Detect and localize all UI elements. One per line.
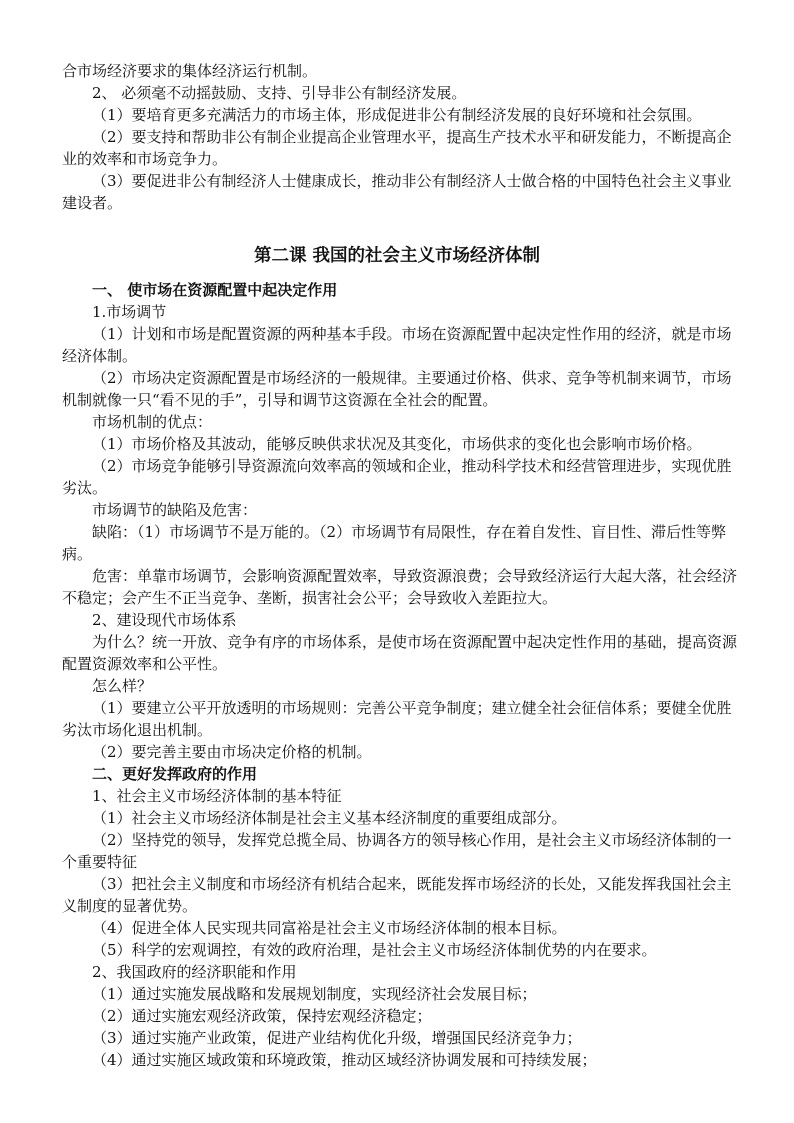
paragraph: （4）通过实施区域政策和环境政策，推动区域经济协调发展和可持续发展； [92,1051,597,1069]
paragraph: 市场机制的优点： [92,413,213,431]
paragraph: 危害：单靠市场调节，会影响资源配置效率，导致资源浪费；会导致经济运行大起大落，社会经济不稳定；会产生不正当竞争、垄断，损害社会公平；会导致收入差距拉大。 [62,567,738,607]
paragraph: （1）社会主义市场经济体制是社会主义基本经济制度的重要组成部分。 [92,809,567,827]
paragraph: （2）坚持党的领导，发挥党总揽全局、协调各方的领导核心作用，是社会主义市场经济体制的一个重要特征 [62,831,732,871]
paragraph: （2）通过实施宏观经济政策，保持宏观经济稳定； [92,1007,432,1025]
paragraph: （3）通过实施产业政策，促进产业结构优化升级，增强国民经济竞争力； [92,1029,582,1047]
subheading: 2、我国政府的经济职能和作用 [92,963,297,981]
paragraph: 为什么？统一开放、竞争有序的市场体系，是使市场在资源配置中起决定性作用的基础，提高资源配置资源效率和公平性。 [62,633,738,673]
lesson-body [62,279,742,1071]
paragraph: （1）通过实施发展战略和发展规划制度，实现经济社会发展目标； [92,985,537,1003]
paragraph: （5）科学的宏观调控，有效的政府治理，是社会主义市场经济体制优势的内在要求。 [92,941,657,959]
paragraph: （2）市场竞争能够引导资源流向效率高的领域和企业，推动科学技术和经营管理进步，实现优胜劣汰。 [62,457,732,497]
lesson-title: 第二课 我国的社会主义市场经济体制 [253,246,541,266]
subheading: 1.市场调节 [92,303,167,321]
paragraph: 缺陷：（1）市场调节不是万能的。（2）市场调节有局限性，存在着自发性、盲目性、滞后性等弊病。 [62,523,727,563]
subheading: 1、社会主义市场经济体制的基本特征 [92,787,342,805]
paragraph: 合市场经济要求的集体经济运行机制。 [62,62,318,80]
paragraph: 市场调节的缺陷及危害： [92,501,258,519]
paragraph: （4）促进全体人民实现共同富裕是社会主义市场经济体制的根本目标。 [92,919,567,937]
paragraph: （1）市场价格及其波动，能够反映供求状况及其变化，市场供求的变化也会影响市场价格。 [92,435,702,453]
continuation-section [62,60,742,214]
paragraph: （2）要支持和帮助非公有制企业提高企业管理水平，提高生产技术水平和研发能力，不断提高企业的效率和市场竞争力。 [62,128,732,168]
paragraph: （3）把社会主义制度和市场经济有机结合起来，既能发挥市场经济的长处，又能发挥我国社会主义制度的显著优势。 [62,875,732,915]
paragraph: （1）要培育更多充满活力的市场主体，形成促进非公有制经济发展的良好环境和社会氛围。 [92,106,702,124]
section-heading: 一、 使市场在资源配置中起决定作用 [92,281,338,299]
paragraph: 怎么样？ [92,677,153,695]
paragraph: （2）要完善主要由市场决定价格的机制。 [92,743,372,761]
paragraph: （1）计划和市场是配置资源的两种基本手段。市场在资源配置中起决定性作用的经济，就是市场经济体制。 [62,325,732,365]
paragraph: 2、 必须毫不动摇鼓励、支持、引导非公有制经济发展。 [92,84,467,102]
paragraph: （1）要建立公平开放透明的市场规则：完善公平竞争制度；建立健全社会征信体系；要健全优胜劣汰市场化退出机制。 [62,699,732,739]
paragraph: （3）要促进非公有制经济人士健康成长，推动非公有制经济人士做合格的中国特色社会主义事业建设者。 [62,172,732,212]
subheading: 2、建设现代市场体系 [92,611,237,629]
section-heading: 二、更好发挥政府的作用 [92,765,258,783]
paragraph: （2）市场决定资源配置是市场经济的一般规律。主要通过价格、供求、竞争等机制来调节，市场机制就像一只“看不见的手”，引导和调节这资源在全社会的配置。 [62,369,732,409]
